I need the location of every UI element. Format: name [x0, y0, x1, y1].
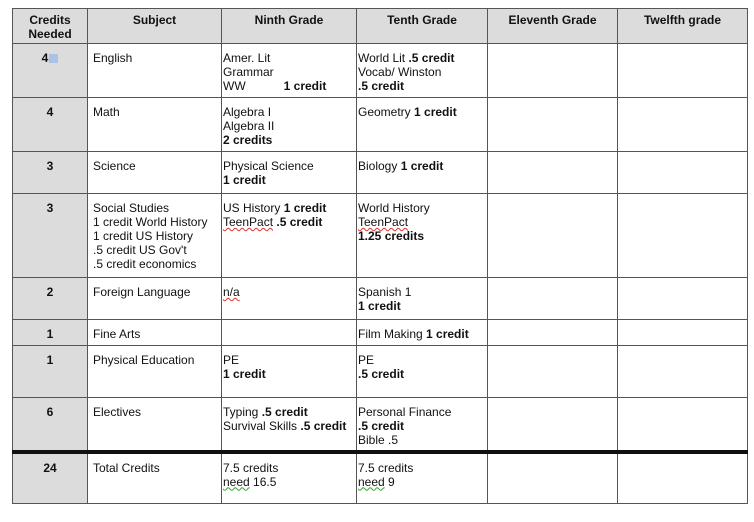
cell-text: WW — [223, 79, 246, 93]
cell-text: Typing — [223, 405, 262, 419]
text-cursor-selection — [49, 54, 58, 63]
cell-line — [223, 159, 355, 173]
cell-credit-text: .5 credit — [300, 419, 347, 433]
cell-line — [358, 475, 486, 489]
cell-text: 9 — [384, 474, 395, 489]
twelfth-grade-cell[interactable] — [618, 44, 748, 98]
cell-line — [358, 461, 486, 475]
cell-credit-text: .5 credit — [358, 419, 405, 433]
twelfth-grade-cell[interactable] — [618, 98, 748, 152]
cell-credit-text: 1 credit — [426, 327, 469, 341]
subject-cell[interactable] — [88, 320, 222, 346]
cell-text: Film Making — [358, 327, 427, 341]
table-row — [13, 194, 748, 278]
cell-line — [358, 285, 486, 299]
cell-line — [223, 285, 355, 299]
cell-text: Amer. Lit — [223, 51, 271, 65]
cell-line — [223, 367, 355, 381]
cell-line — [358, 367, 486, 381]
credits-table — [12, 8, 748, 504]
eleventh-grade-cell[interactable] — [488, 44, 618, 98]
cell-text: Personal Finance — [358, 405, 452, 419]
cell-text: 7.5 credits — [358, 460, 414, 475]
subject-cell[interactable] — [88, 194, 222, 278]
cell-text: Geometry — [358, 105, 415, 119]
table-row — [13, 320, 748, 346]
cell-line — [358, 433, 486, 447]
subject-line: Science — [93, 159, 136, 173]
subject-line: Total Credits — [93, 460, 160, 475]
tenth-grade-cell[interactable] — [357, 194, 488, 278]
ninth-grade-cell[interactable] — [222, 346, 357, 398]
cell-credit-text: 1 credit — [223, 173, 266, 187]
subject-line: Electives — [93, 405, 142, 419]
cell-credit-text: .5 credit — [261, 405, 308, 419]
ninth-grade-cell[interactable] — [222, 320, 357, 346]
subject-line: Foreign Language — [93, 285, 191, 299]
cell-line — [358, 79, 486, 93]
cell-line — [358, 353, 486, 367]
header-twelfth-grade[interactable]: Twelfth grade — [618, 9, 748, 44]
cell-line — [223, 105, 355, 119]
cell-line — [223, 65, 355, 79]
table-row — [13, 278, 748, 320]
cell-text: Algebra II — [223, 119, 275, 133]
eleventh-grade-cell[interactable] — [488, 452, 618, 504]
cell-line — [358, 201, 486, 215]
cell-line — [358, 215, 486, 229]
eleventh-grade-cell[interactable] — [488, 346, 618, 398]
cell-line — [358, 159, 486, 173]
cell-credit-text: 1 credit — [283, 79, 327, 93]
ninth-grade-cell[interactable] — [222, 152, 357, 194]
credits-needed-cell[interactable] — [13, 44, 88, 98]
header-tenth-grade[interactable]: Tenth Grade — [357, 9, 488, 44]
cell-text: Biology — [358, 159, 401, 173]
ninth-grade-cell[interactable] — [222, 278, 357, 320]
table-row — [13, 398, 748, 452]
cell-credit-text: 1 credit — [283, 201, 327, 215]
twelfth-grade-cell[interactable] — [618, 278, 748, 320]
cell-text: Grammar — [223, 65, 274, 79]
tenth-grade-cell[interactable] — [357, 346, 488, 398]
subject-cell[interactable] — [88, 98, 222, 152]
cell-text: World History — [358, 201, 430, 215]
credits-needed-cell[interactable] — [13, 278, 88, 320]
cell-line — [358, 299, 486, 313]
cell-line — [223, 215, 355, 229]
cell-line — [223, 419, 355, 433]
header-credits-needed[interactable]: Credits Needed — [13, 9, 88, 44]
tenth-grade-cell[interactable] — [357, 398, 488, 452]
twelfth-grade-cell[interactable] — [618, 346, 748, 398]
table-row — [13, 152, 748, 194]
cell-text: Bible .5 — [358, 433, 399, 447]
table-row — [13, 98, 748, 152]
credits-needed-value: 3 — [46, 159, 54, 173]
cell-line — [223, 119, 355, 133]
cell-text: US History — [223, 201, 284, 215]
cell-credit-text: 1 credit — [400, 159, 444, 173]
twelfth-grade-cell[interactable] — [618, 152, 748, 194]
subject-line: .5 credit economics — [93, 257, 197, 271]
twelfth-grade-cell[interactable] — [618, 398, 748, 452]
subject-line: 1 credit World History — [93, 215, 208, 229]
cell-credit-text: 2 credits — [223, 133, 273, 147]
cell-line — [223, 133, 355, 147]
cell-line — [358, 229, 486, 243]
table-row — [13, 346, 748, 398]
subject-line: 1 credit US History — [93, 229, 194, 243]
table-body — [13, 44, 748, 504]
cell-credit-text: .5 credit — [358, 367, 405, 381]
cell-line — [223, 51, 355, 65]
eleventh-grade-cell[interactable] — [488, 98, 618, 152]
cell-text: need — [223, 474, 250, 489]
tenth-grade-cell[interactable] — [357, 152, 488, 194]
credits-needed-cell[interactable] — [13, 194, 88, 278]
credits-needed-value: 2 — [46, 285, 54, 299]
subject-cell[interactable] — [88, 452, 222, 504]
subject-cell[interactable] — [88, 44, 222, 98]
cell-line — [223, 353, 355, 367]
cell-text: 16.5 — [249, 474, 277, 489]
cell-text: Survival Skills — [223, 419, 301, 433]
cell-credit-text: 1.25 credits — [358, 229, 425, 243]
cell-text: Spanish 1 — [358, 285, 412, 299]
ninth-grade-cell[interactable] — [222, 452, 357, 504]
cell-text: TeenPact — [223, 215, 274, 229]
credits-needed-cell[interactable] — [13, 398, 88, 452]
eleventh-grade-cell[interactable] — [488, 320, 618, 346]
ninth-grade-cell[interactable] — [222, 98, 357, 152]
credits-needed-cell[interactable] — [13, 152, 88, 194]
tenth-grade-cell[interactable] — [357, 278, 488, 320]
cell-text: TeenPact — [358, 215, 409, 229]
subject-cell[interactable] — [88, 152, 222, 194]
tenth-grade-cell[interactable] — [357, 320, 488, 346]
subject-line: Physical Education — [93, 353, 195, 367]
ninth-grade-cell[interactable] — [222, 398, 357, 452]
cell-credit-text: .5 credit — [273, 215, 323, 229]
credits-needed-cell[interactable] — [13, 452, 88, 504]
ninth-grade-cell[interactable] — [222, 194, 357, 278]
cell-line — [223, 201, 355, 215]
credits-needed-value: 1 — [46, 353, 54, 367]
cell-line — [358, 105, 486, 119]
cell-text: Algebra I — [223, 105, 272, 119]
cell-credit-text: 1 credit — [414, 105, 457, 119]
cell-line — [358, 327, 486, 341]
credits-needed-cell[interactable] — [13, 98, 88, 152]
table-row — [13, 452, 748, 504]
eleventh-grade-cell[interactable] — [488, 278, 618, 320]
subject-line: English — [93, 51, 133, 65]
twelfth-grade-cell[interactable] — [618, 194, 748, 278]
credits-needed-value: 4 — [41, 51, 49, 65]
subject-cell[interactable] — [88, 346, 222, 398]
tenth-grade-cell[interactable] — [357, 452, 488, 504]
credits-needed-cell[interactable] — [13, 320, 88, 346]
cell-text: need — [358, 474, 385, 489]
header-eleventh-grade[interactable]: Eleventh Grade — [488, 9, 618, 44]
subject-line: Social Studies — [93, 201, 170, 215]
cell-line — [358, 419, 486, 433]
ninth-grade-cell[interactable] — [222, 44, 357, 98]
cell-text: Physical Science — [223, 159, 314, 173]
eleventh-grade-cell[interactable] — [488, 152, 618, 194]
cell-credit-text: 1 credit — [358, 299, 401, 313]
header-ninth-grade[interactable]: Ninth Grade — [222, 9, 357, 44]
eleventh-grade-cell[interactable] — [488, 194, 618, 278]
cell-line — [223, 461, 355, 475]
credits-needed-value: 24 — [43, 460, 57, 475]
table-row — [13, 44, 748, 98]
header-row — [13, 9, 748, 44]
cell-line — [358, 51, 486, 65]
cell-line — [223, 405, 355, 419]
cell-text: PE — [358, 353, 375, 367]
subject-line: .5 credit US Gov't — [93, 243, 187, 257]
twelfth-grade-cell[interactable] — [618, 452, 748, 504]
header-subject[interactable]: Subject — [88, 9, 222, 44]
cell-line — [223, 173, 355, 187]
cell-line — [223, 475, 355, 489]
subject-cell[interactable] — [88, 278, 222, 320]
credits-needed-value: 4 — [46, 105, 54, 119]
cell-text: n/a — [223, 285, 240, 299]
tenth-grade-cell[interactable] — [357, 44, 488, 98]
cell-text: World Lit — [358, 51, 409, 65]
subject-line: Math — [93, 105, 120, 119]
cell-line — [223, 79, 355, 93]
cell-line — [358, 65, 486, 79]
cell-text: PE — [223, 353, 240, 367]
cell-credit-text: 1 credit — [223, 367, 266, 381]
cell-credit-text: .5 credit — [408, 51, 455, 65]
subject-cell[interactable] — [88, 398, 222, 452]
cell-text: 7.5 credits — [223, 460, 279, 475]
credits-needed-cell[interactable] — [13, 346, 88, 398]
credits-needed-value: 6 — [46, 405, 54, 419]
cell-credit-text: .5 credit — [358, 79, 405, 93]
credits-needed-value: 1 — [46, 327, 54, 341]
tenth-grade-cell[interactable] — [357, 98, 488, 152]
eleventh-grade-cell[interactable] — [488, 398, 618, 452]
cell-text: Vocab/ Winston — [358, 65, 442, 79]
subject-line: Fine Arts — [93, 327, 141, 341]
twelfth-grade-cell[interactable] — [618, 320, 748, 346]
credits-needed-value: 3 — [46, 201, 54, 215]
cell-line — [358, 405, 486, 419]
